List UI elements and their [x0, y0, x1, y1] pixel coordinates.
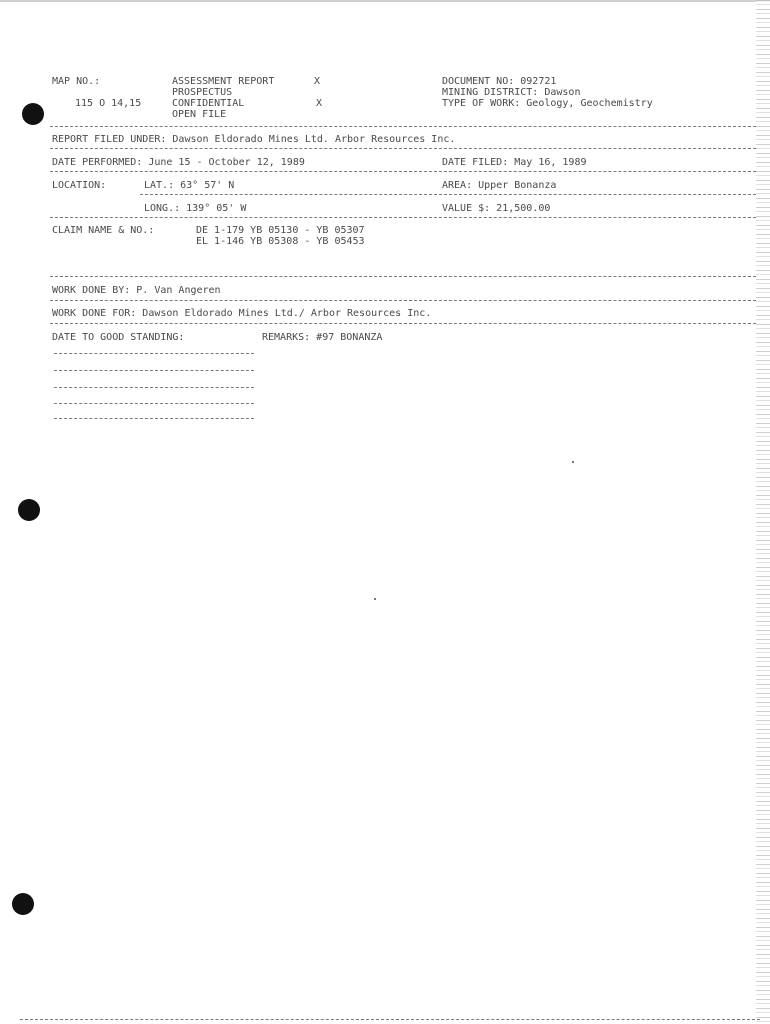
- scan-right-edge: [756, 0, 770, 1024]
- date-to-good-standing-label: DATE TO GOOD STANDING:: [52, 332, 185, 343]
- remarks: REMARKS: #97 BONANZA: [262, 332, 383, 343]
- value: VALUE $: 21,500.00: [442, 203, 551, 214]
- prospectus-label: PROSPECTUS: [172, 87, 233, 98]
- claim-label: CLAIM NAME & NO.:: [52, 225, 155, 236]
- divider: [50, 300, 756, 301]
- location-label: LOCATION:: [52, 180, 107, 191]
- divider: [50, 126, 756, 127]
- assessment-report-label: ASSESSMENT REPORT: [172, 76, 275, 87]
- mining-district: MINING DISTRICT: Dawson: [442, 87, 581, 98]
- divider: [50, 323, 756, 324]
- divider: [140, 194, 756, 195]
- divider: [50, 217, 756, 218]
- map-value: 115 O 14,15: [75, 98, 142, 109]
- confidential-label: CONFIDENTIAL: [172, 98, 245, 109]
- divider: [50, 148, 756, 149]
- divider: [50, 171, 756, 172]
- claim-line-1: DE 1-179 YB 05130 - YB 05307: [196, 225, 365, 236]
- confidential-mark: X: [316, 98, 323, 109]
- punch-hole-middle: [18, 499, 40, 521]
- area: AREA: Upper Bonanza: [442, 180, 557, 191]
- good-standing-blank-line: [54, 370, 254, 371]
- work-done-for: WORK DONE FOR: Dawson Eldorado Mines Ltd./ Arbor Resources Inc.: [52, 308, 432, 319]
- longitude: LONG.: 139° 05' W: [144, 203, 247, 214]
- scan-bottom-edge: [20, 1019, 760, 1020]
- claim-line-2: EL 1-146 YB 05308 - YB 05453: [196, 236, 365, 247]
- date-filed: DATE FILED: May 16, 1989: [442, 157, 587, 168]
- good-standing-blank-line: [54, 353, 254, 354]
- divider: [50, 276, 756, 277]
- scan-speck: [374, 598, 376, 600]
- map-label: MAP NO.:: [52, 76, 101, 87]
- good-standing-blank-line: [54, 418, 254, 419]
- good-standing-blank-line: [54, 387, 254, 388]
- latitude: LAT.: 63° 57' N: [144, 180, 235, 191]
- report-filed-under: REPORT FILED UNDER: Dawson Eldorado Mines Ltd. Arbor Resources Inc.: [52, 134, 456, 145]
- assessment-report-mark: X: [314, 76, 321, 87]
- document-number: DOCUMENT NO: 092721: [442, 76, 557, 87]
- open-file-label: OPEN FILE: [172, 109, 227, 120]
- work-done-by: WORK DONE BY: P. Van Angeren: [52, 285, 221, 296]
- date-performed: DATE PERFORMED: June 15 - October 12, 1989: [52, 157, 305, 168]
- good-standing-blank-line: [54, 403, 254, 404]
- punch-hole-bottom: [12, 893, 34, 915]
- punch-hole-top: [22, 103, 44, 125]
- scan-top-edge: [0, 0, 770, 2]
- type-of-work: TYPE OF WORK: Geology, Geochemistry: [442, 98, 653, 109]
- scan-speck: [572, 461, 574, 463]
